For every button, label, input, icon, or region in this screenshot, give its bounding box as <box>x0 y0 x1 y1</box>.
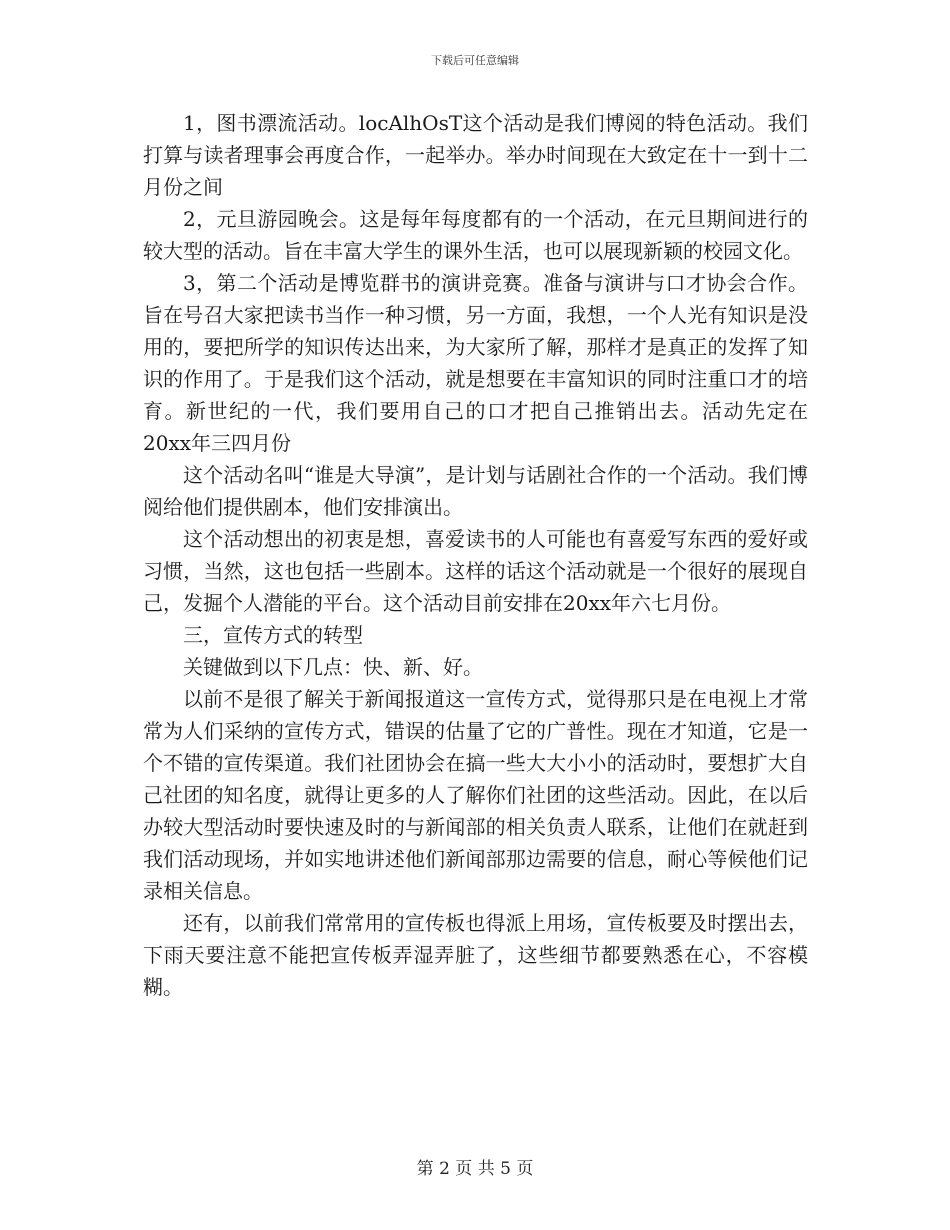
paragraph-news-reporting: 以前不是很了解关于新闻报道这一宣传方式，觉得那只是在电视上才常常为人们采纳的宣传方式，错误的估量了它的广普性。现在才知道，它是一个不错的宣传渠道。我们社团协会在搞一些大大小小的活动时，要想扩大自己社团的知名度，就得让更多的人了解你们社团的这些活动。因此，在以后办较大型活动时要快速及时的与新闻部的相关负责人联系，让他们在就赶到我们活动现场，并如实地讲述他们新闻部那边需要的信息，耐心等候他们记录相关信息。 <box>143 687 808 903</box>
paragraph-activity-1: 1，图书漂流活动。locAlhOsT这个活动是我们博阅的特色活动。我们打算与读者理事会再度合作，一起举办。举办时间现在大致定在十一到十二月份之间 <box>143 111 808 199</box>
section-heading-publicity: 三，宣传方式的转型 <box>183 623 363 647</box>
paragraph-key-points: 关键做到以下几点：快、新、好。 <box>183 655 483 679</box>
paragraph-director-activity: 这个活动名叫“谁是大导演”，是计划与话剧社合作的一个活动。我们博阅给他们提供剧本，他们安排演出。 <box>143 463 808 519</box>
page-number-footer: 第 2 页 共 5 页 <box>416 1159 534 1179</box>
paragraph-activity-3: 3，第二个活动是博览群书的演讲竞赛。准备与演讲与口才协会合作。旨在号召大家把读书当作一种习惯，另一方面，我想，一个人光有知识是没用的，要把所学的知识传达出来，为大家所了解，那样才是真正的发挥了知识的作用了。于是我们这个活动，就是想要在丰富知识的同时注重口才的培育。新世纪的一代，我们要用自己的口才把自己推销出去。活动先定在20xx年三四月份 <box>143 271 808 455</box>
page-header: 下载后可任意编辑 <box>431 54 519 67</box>
document-body <box>143 107 808 1003</box>
paragraph-director-purpose: 这个活动想出的初衷是想，喜爱读书的人可能也有喜爱写东西的爱好或习惯，当然，这也包括一些剧本。这样的话这个活动就是一个很好的展现自己，发掘个人潜能的平台。这个活动目前安排在20xx年六七月份。 <box>143 527 808 615</box>
paragraph-publicity-board: 还有，以前我们常常用的宣传板也得派上用场，宣传板要及时摆出去，下雨天要注意不能把宣传板弄湿弄脏了，这些细节都要熟悉在心，不容模糊。 <box>143 911 808 999</box>
paragraph-activity-2: 2，元旦游园晚会。这是每年每度都有的一个活动，在元旦期间进行的较大型的活动。旨在丰富大学生的课外生活，也可以展现新颖的校园文化。 <box>143 207 808 263</box>
